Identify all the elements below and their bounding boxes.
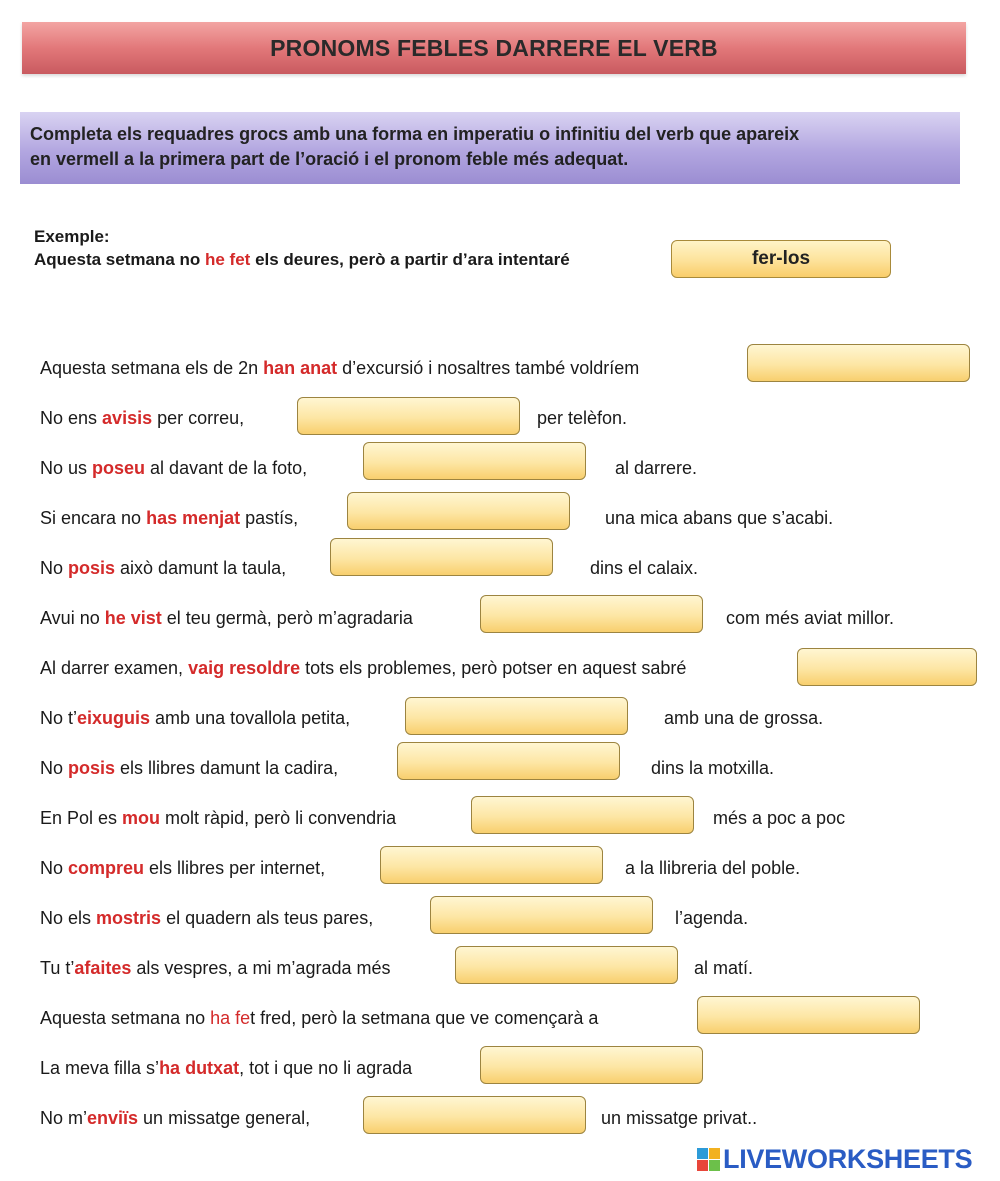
sentence-16-end: un missatge privat..: [601, 1108, 758, 1128]
liveworksheets-logo: [697, 1144, 972, 1175]
answer-input-6[interactable]: [480, 595, 703, 633]
sentence-13-end: al matí.: [694, 958, 754, 978]
sentence-verb: posis: [68, 758, 116, 778]
example-after: els deures, però a partir d’ara intentaré: [250, 250, 570, 269]
sentence-text: tots els problemes, però potser en aquest sabré: [300, 658, 687, 678]
sentence-6-end: com més aviat millor.: [726, 608, 895, 628]
sentence-text: Avui no: [40, 608, 105, 628]
sentence-text: No t’: [40, 708, 78, 728]
logo-text: LIVEWORKSHEETS: [723, 1144, 973, 1174]
sentence-15: [40, 1057, 412, 1079]
example-sentence: [34, 250, 570, 270]
answer-input-11[interactable]: [380, 846, 603, 884]
sentence-8: [40, 707, 350, 729]
sentence-verb: vaig resoldre: [188, 658, 301, 678]
sentence-verb: han anat: [263, 358, 338, 378]
sentence-verb: mou: [122, 808, 161, 828]
sentence-text: els llibres per internet,: [144, 858, 326, 878]
instructions-line-1: Completa els requadres grocs amb una forma en imperatiu o infinitiu del verb que apareix: [30, 124, 800, 144]
sentence-text: un missatge general,: [138, 1108, 311, 1128]
sentence-2-end: per telèfon.: [537, 408, 628, 428]
answer-input-7[interactable]: [797, 648, 977, 686]
sentence-7: [40, 657, 686, 679]
answer-input-1[interactable]: [747, 344, 970, 382]
sentence-text: No: [40, 758, 69, 778]
answer-input-12[interactable]: [430, 896, 653, 934]
answer-input-15[interactable]: [480, 1046, 703, 1084]
sentence-text: Si encara no: [40, 508, 147, 528]
sentence-verb: posis: [68, 558, 116, 578]
sentence-text: No: [40, 558, 69, 578]
logo-square: [709, 1148, 720, 1159]
sentence-verb: poseu: [92, 458, 146, 478]
sentence-12: [40, 907, 373, 929]
sentence-13: [40, 957, 390, 979]
sentence-10: [40, 807, 396, 829]
answer-input-13[interactable]: [455, 946, 678, 984]
sentence-11-end: a la llibreria del poble.: [625, 858, 801, 878]
sentence-text: d’excursió i nosaltres també voldríem: [337, 358, 640, 378]
sentence-text: t fred, però la setmana que ve començarà a: [250, 1008, 599, 1028]
sentence-4: [40, 507, 298, 529]
sentence-text: Al darrer examen,: [40, 658, 189, 678]
sentence-text: els llibres damunt la cadira,: [115, 758, 339, 778]
sentence-2: [40, 407, 244, 429]
sentence-text: No els: [40, 908, 97, 928]
sentence-text: pastís,: [240, 508, 299, 528]
sentence-9: [40, 757, 338, 779]
logo-square: [709, 1160, 720, 1171]
sentence-4-end: una mica abans que s’acabi.: [605, 508, 834, 528]
sentence-text: En Pol es: [40, 808, 123, 828]
sentence-verb: enviïs: [87, 1108, 139, 1128]
logo-square: [697, 1148, 708, 1159]
sentence-verb: ha fe: [210, 1008, 251, 1028]
sentence-verb: ha dutxat: [159, 1058, 240, 1078]
sentence-text: No m’: [40, 1108, 88, 1128]
sentence-1: [40, 357, 639, 379]
answer-input-8[interactable]: [405, 697, 628, 735]
sentence-text: Aquesta setmana no: [40, 1008, 211, 1028]
page-title: PRONOMS FEBLES DARRERE EL VERB: [270, 34, 718, 61]
example-before: Aquesta setmana no: [34, 250, 205, 269]
sentence-10-end: més a poc a poc: [713, 808, 846, 828]
sentence-9-end: dins la motxilla.: [651, 758, 775, 778]
sentence-14: [40, 1007, 598, 1029]
sentence-text: No us: [40, 458, 93, 478]
answer-input-4[interactable]: [347, 492, 570, 530]
sentence-text: el teu germà, però m’agradaria: [161, 608, 413, 628]
answer-input-9[interactable]: [397, 742, 620, 780]
sentence-3-end: al darrere.: [615, 458, 698, 478]
sentence-verb: compreu: [68, 858, 145, 878]
sentence-text: , tot i que no li agrada: [239, 1058, 413, 1078]
logo-square: [697, 1160, 708, 1171]
answer-input-2[interactable]: [297, 397, 520, 435]
sentence-text: Tu t’: [40, 958, 75, 978]
sentence-text: amb una tovallola petita,: [150, 708, 351, 728]
sentence-3: [40, 457, 307, 479]
sentence-verb: has menjat: [146, 508, 241, 528]
answer-input-10[interactable]: [471, 796, 694, 834]
sentence-verb: avisis: [102, 408, 153, 428]
answer-input-5[interactable]: [330, 538, 553, 576]
logo-mark-icon: [697, 1148, 720, 1171]
answer-input-16[interactable]: [363, 1096, 586, 1134]
sentence-verb: eixuguis: [77, 708, 151, 728]
sentence-text: als vespres, a mi m’agrada més: [131, 958, 391, 978]
sentence-text: el quadern als teus pares,: [161, 908, 374, 928]
sentence-verb: he vist: [104, 608, 162, 628]
instructions-banner: [20, 112, 960, 184]
sentence-11: [40, 857, 325, 879]
sentence-5-end: dins el calaix.: [590, 558, 699, 578]
sentence-5: [40, 557, 286, 579]
sentence-8-end: amb una de grossa.: [664, 708, 824, 728]
sentence-6: [40, 607, 413, 629]
sentence-verb: mostris: [96, 908, 162, 928]
sentence-text: molt ràpid, però li convendria: [160, 808, 397, 828]
example-verb: he fet: [205, 250, 251, 269]
answer-input-3[interactable]: [363, 442, 586, 480]
example-label: Exemple:: [34, 227, 110, 246]
sentence-text: això damunt la taula,: [115, 558, 287, 578]
sentence-verb: afaites: [74, 958, 132, 978]
sentence-text: per correu,: [152, 408, 245, 428]
sentence-text: Aquesta setmana els de 2n: [40, 358, 264, 378]
sentence-16: [40, 1107, 310, 1129]
answer-input-14[interactable]: [697, 996, 920, 1034]
instructions-line-2: en vermell a la primera part de l’oració i el pronom feble més adequat.: [30, 149, 629, 169]
sentence-text: al davant de la foto,: [145, 458, 308, 478]
title-banner: [22, 22, 966, 74]
sentence-text: No ens: [40, 408, 103, 428]
sentence-12-end: l’agenda.: [675, 908, 749, 928]
sentence-text: No: [40, 858, 69, 878]
sentence-text: La meva filla s’: [40, 1058, 160, 1078]
example-answer-box: fer-los: [671, 240, 891, 278]
